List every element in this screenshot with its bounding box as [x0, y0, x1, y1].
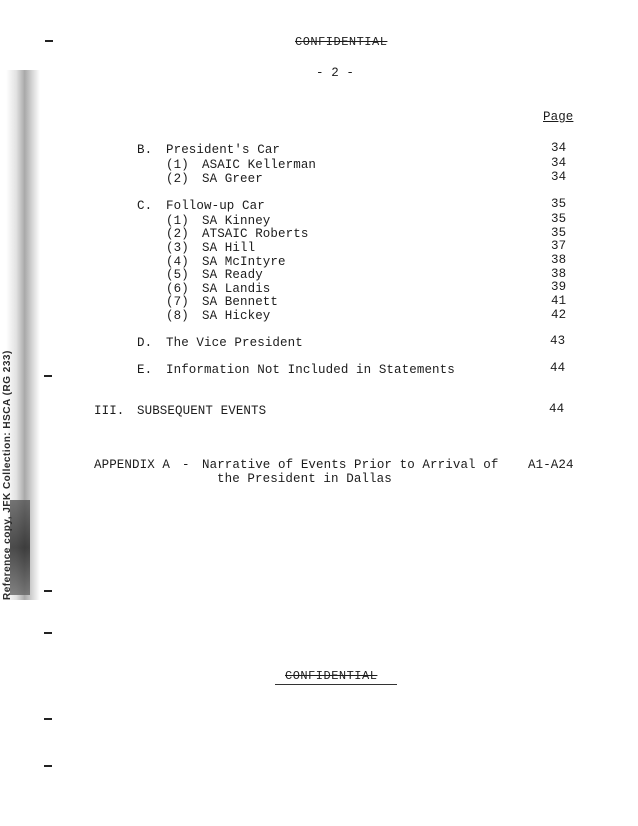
toc-item-num: (7): [166, 295, 189, 309]
toc-item-name: SA McIntyre: [202, 255, 286, 269]
toc-numeral-iii: III.: [94, 404, 125, 418]
toc-page-b: 34: [551, 141, 567, 155]
toc-item-page: 42: [551, 308, 567, 322]
appendix-dash: -: [182, 458, 190, 472]
toc-item-name: SA Kinney: [202, 214, 271, 228]
margin-tick: [44, 375, 52, 377]
margin-tick: [45, 40, 53, 42]
toc-item-num: (3): [166, 241, 189, 255]
confidential-stamp-bottom: CONFIDENTIAL: [285, 669, 378, 683]
toc-item-name: SA Hill: [202, 241, 256, 255]
toc-title-iii: SUBSEQUENT EVENTS: [137, 404, 267, 418]
toc-letter-e: E.: [137, 363, 153, 377]
confidential-stamp-top: CONFIDENTIAL: [295, 35, 388, 49]
toc-item-name: SA Landis: [202, 282, 271, 296]
toc-item-num: (4): [166, 255, 189, 269]
toc-item-num: (1): [166, 214, 189, 228]
toc-page-d: 43: [550, 334, 566, 348]
toc-item-num: (2): [166, 227, 189, 241]
toc-letter-c: C.: [137, 199, 153, 213]
appendix-title-line2: the President in Dallas: [217, 472, 392, 486]
page-number: - 2 -: [316, 66, 355, 80]
margin-tick: [44, 632, 52, 634]
toc-item-name: SA Hickey: [202, 309, 271, 323]
toc-item-num: (2): [166, 172, 189, 186]
toc-item-name: SA Greer: [202, 172, 263, 186]
margin-tick: [44, 590, 52, 592]
toc-item-name: ATSAIC Roberts: [202, 227, 309, 241]
appendix-page: A1-A24: [528, 458, 574, 472]
margin-tick: [44, 718, 52, 720]
toc-item-page: 41: [551, 294, 567, 308]
toc-page-iii: 44: [549, 402, 565, 416]
toc-item-num: (8): [166, 309, 189, 323]
stamp-underline: [275, 684, 397, 685]
toc-item-page: 39: [551, 280, 567, 294]
toc-letter-d: D.: [137, 336, 153, 350]
toc-item-page: 38: [551, 267, 567, 281]
toc-title-b: President's Car: [166, 143, 281, 157]
toc-item-page: 34: [551, 170, 567, 184]
toc-item-num: (6): [166, 282, 189, 296]
page-column-label: Page: [543, 110, 574, 124]
toc-item-page: 34: [551, 156, 567, 170]
toc-item-name: SA Bennett: [202, 295, 279, 309]
toc-item-num: (1): [166, 158, 189, 172]
toc-item-page: 35: [551, 226, 567, 240]
toc-item-name: SA Ready: [202, 268, 263, 282]
toc-letter-b: B.: [137, 143, 153, 157]
toc-page-c: 35: [551, 197, 567, 211]
toc-title-d: The Vice President: [166, 336, 303, 350]
toc-item-page: 38: [551, 253, 567, 267]
toc-item-name: ASAIC Kellerman: [202, 158, 317, 172]
toc-title-e: Information Not Included in Statements: [166, 363, 455, 377]
margin-watermark: Reference copy, JFK Collection: HSCA (RG 233): [2, 350, 13, 600]
toc-title-c: Follow-up Car: [166, 199, 265, 213]
toc-page-e: 44: [550, 361, 566, 375]
appendix-title-line1: Narrative of Events Prior to Arrival of: [202, 458, 499, 472]
margin-tick: [44, 765, 52, 767]
appendix-label: APPENDIX A: [94, 458, 171, 472]
toc-item-page: 35: [551, 212, 567, 226]
toc-item-num: (5): [166, 268, 189, 282]
toc-item-page: 37: [551, 239, 567, 253]
